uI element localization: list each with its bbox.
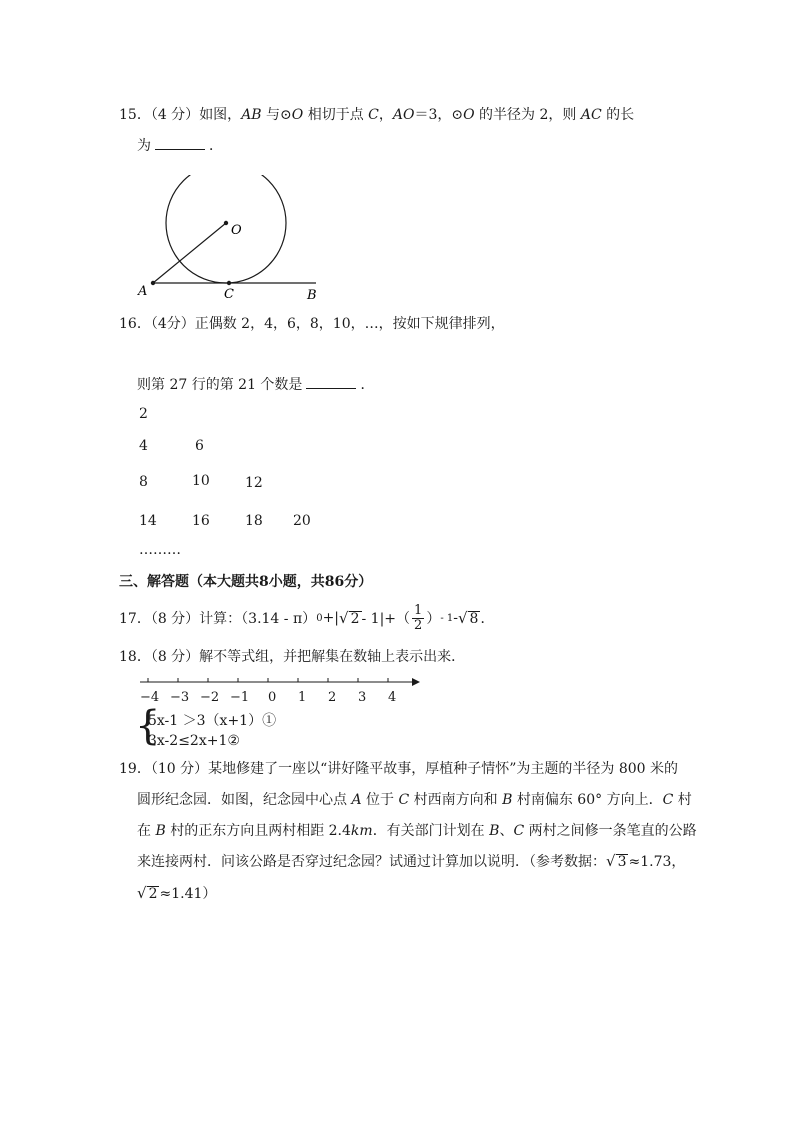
tick-label: −2 — [200, 690, 220, 705]
q16-line1: 16．（4分）正偶数 2，4，6，8，10，…，按如下规律排列， — [119, 316, 505, 332]
circle-o — [166, 175, 286, 283]
label-o: O — [231, 223, 242, 238]
pattern-number: 12 — [245, 475, 263, 491]
pattern-number: 2 — [139, 406, 148, 422]
q15-circle-figure — [130, 175, 340, 305]
tick-label: 3 — [358, 690, 367, 705]
answer-blank[interactable] — [306, 376, 356, 389]
pattern-number: 18 — [245, 513, 263, 529]
q15-line2: 为 ． — [137, 138, 223, 154]
inequality-2: 3x-2≤2x+1② — [148, 733, 240, 749]
pattern-ellipsis: ……… — [139, 542, 181, 558]
fraction-one-half: $\frac{1}{2}$ — [414, 602, 423, 633]
label-a: A — [138, 284, 148, 299]
pattern-number: 6 — [195, 438, 204, 454]
pattern-number: 16 — [192, 513, 210, 529]
q15-line1: 15．（4 分）如图，AB 与⊙O 相切于点 C，AO＝3，⊙O 的半径为 2，则 AC 的长 — [119, 107, 635, 123]
segment-ao — [153, 223, 226, 283]
pattern-number: 4 — [139, 438, 148, 454]
arrow-right-icon — [412, 678, 420, 686]
point-a — [151, 281, 155, 285]
q19-line1: 19．（10 分）某地修建了一座以“讲好隆平故事，厚植种子情怀”为主题的半径为 800 米的 — [119, 761, 679, 777]
tick-label: −1 — [230, 690, 250, 705]
inequality-1: 5x-1 ＞3（x+1）① — [148, 713, 277, 729]
label-c: C — [224, 287, 234, 302]
pattern-number: 8 — [139, 474, 148, 490]
q16-line2: 则第 27 行的第 21 个数是 ． — [137, 377, 375, 393]
pattern-number: 20 — [293, 513, 311, 529]
q17-expression: 17．（8 分）计算：（3.14 - π） 0 +| √ 2 - 1|+（ $\frac{1}{2}$ ） - 1 - √ 8 ． — [119, 602, 495, 633]
pattern-number: 14 — [139, 513, 157, 529]
tick-label: 0 — [268, 690, 277, 705]
tick-label: −4 — [140, 690, 160, 705]
label-b: B — [307, 288, 317, 303]
q19-line5: √ 2 ≈1.41） — [137, 884, 217, 902]
pattern-number: 10 — [192, 473, 210, 489]
tick-label: 2 — [328, 690, 337, 705]
tick-label: 1 — [298, 690, 307, 705]
q19-line3: 在 B 村的正东方向且两村相距 2.4km．有关部门计划在 B、C 两村之间修一条笔直的公路 — [137, 823, 697, 839]
q19-line2: 圆形纪念园．如图，纪念园中心点 A 位于 C 村西南方向和 B 村南偏东 60° 方向上．C 村 — [137, 792, 692, 808]
tick-label: 4 — [388, 690, 397, 705]
section-heading: 三、解答题（本大题共8小题，共86分） — [119, 574, 373, 590]
answer-blank[interactable] — [155, 137, 205, 150]
point-o — [224, 221, 228, 225]
q19-line4: 来连接两村．问该公路是否穿过纪念园？试通过计算加以说明．（参考数据：√ 3 ≈1.73， — [137, 852, 686, 870]
point-c — [227, 281, 231, 285]
system-brace: { — [135, 703, 161, 749]
tick-label: −3 — [170, 690, 190, 705]
q18-line1: 18．（8 分）解不等式组，并把解集在数轴上表示出来． — [119, 649, 466, 665]
